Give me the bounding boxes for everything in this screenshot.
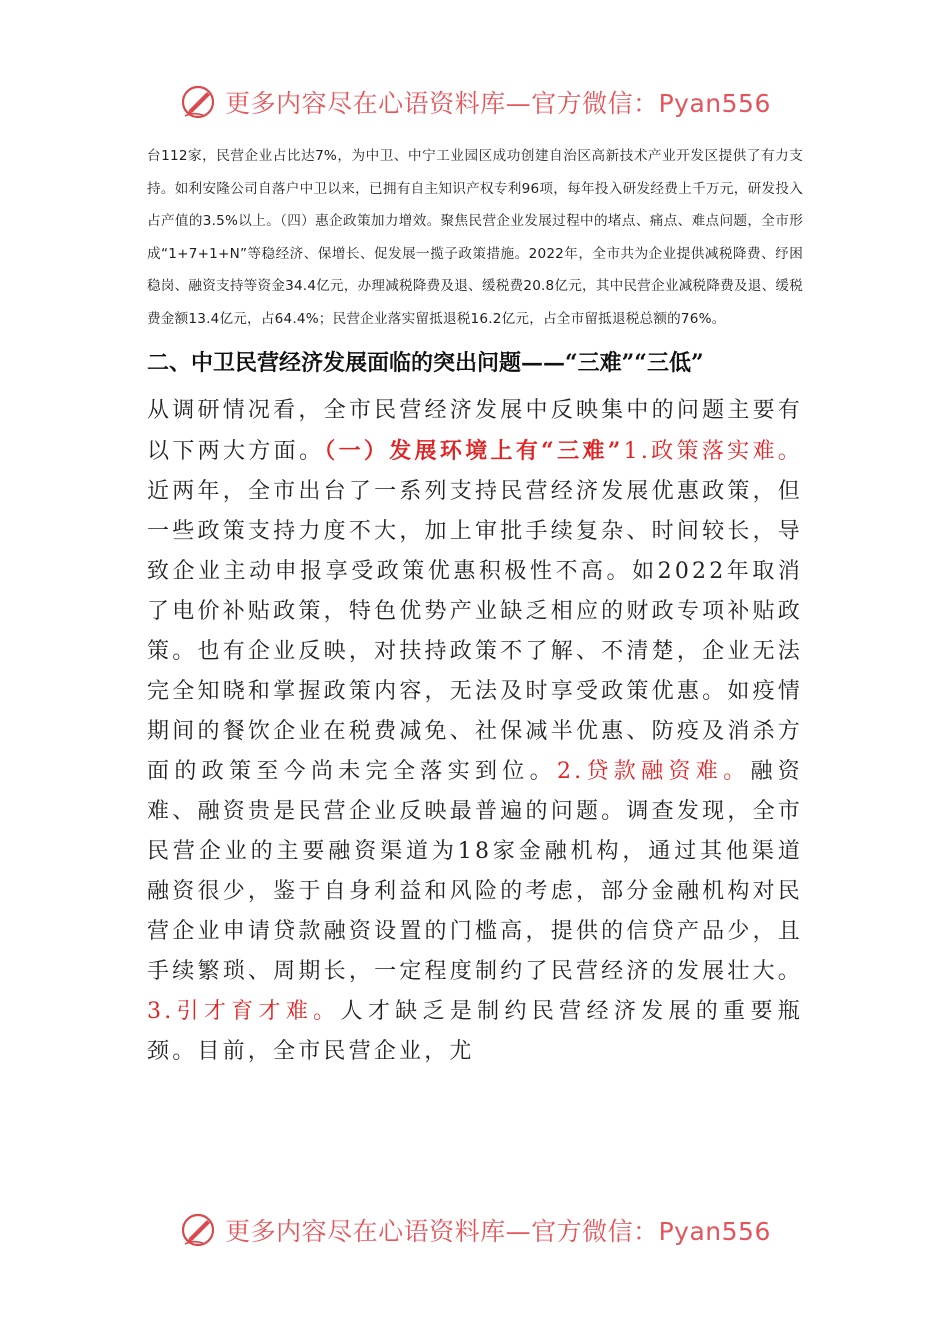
body-paragraph xyxy=(147,391,803,1072)
item-2-title: 2.贷款融资难。 xyxy=(556,759,751,784)
item-1-title: 1.政策落实难。 xyxy=(623,439,803,464)
item-2-text: 融资难、融资贵是民营企业反映最普遍的问题。调查发现，全市民营企业的主要融资渠道为18家金融机构，通过其他渠道融资很少，鉴于自身利益和风险的考虑，部分金融机构对民营企业申请贷款融资设置的门槛高，提供的信贷产品少，且手续繁琐、周期长，一定程度制约了民营经济的发展壮大。 xyxy=(147,759,803,984)
watermark-text: 更多内容尽在心语资料库—官方微信：Pyan556 xyxy=(225,89,771,118)
section-heading: 二、中卫民营经济发展面临的突出问题——“三难”“三低” xyxy=(147,350,704,376)
watermark-text: 更多内容尽在心语资料库—官方微信：Pyan556 xyxy=(225,1217,771,1246)
subheading-three-difficulties: （一）发展环境上有“三难” xyxy=(324,438,624,464)
pen-logo-icon xyxy=(179,82,219,122)
item-3-text: 人才缺乏是制约民营经济发展的重要瓶颈。目前，全市民营企业，尤 xyxy=(147,999,804,1064)
intro-paragraph: 台112家，民营企业占比达7%，为中卫、中宁工业园区成功创建自治区高新技术产业开发区提供了有力支持。如利安隆公司自落户中卫以来，已拥有自主知识产权专利96项，每年投入研发经费上千万元，研发投入占产值的3.5%以上。（四）惠企政策加力增效。聚焦民营企业发展过程中的堵点、痛点、难点问题，全市形成“1+7+1+N”等稳经济、保增长、促发展一揽子政策措施。2022年，全市共为企业提供减税降费、纾困稳岗、融资支持等资金34.4亿元，办理减税降费及退、缓税费20.8亿元，其中民营企业减税降费及退、缓税费金额13.4亿元，占64.4%；民营企业落实留抵退税16.2亿元，占全市留抵退税总额的76%。 xyxy=(147,148,803,327)
item-3-title: 3.引才育才难。 xyxy=(147,999,341,1024)
pen-logo-icon xyxy=(179,1210,219,1250)
item-1-text: 近两年，全市出台了一系列支持民营经济发展优惠政策，但一些政策支持力度不大，加上审批手续复杂、时间较长，导致企业主动申报享受政策优惠积极性不高。如2022年取消了电价补贴政策，特色优势产业缺乏相应的财政专项补贴政策。也有企业反映，对扶持政策不了解、不清楚，企业无法完全知晓和掌握政策内容，无法及时享受政策优惠。如疫情期间的餐饮企业在税费减免、社保减半优惠、防疫及消杀方面的政策至今尚未完全落实到位。 xyxy=(147,479,803,784)
document-page xyxy=(147,140,803,1072)
body-intro-text: 从调研情况看，全市民营经济发展中反映集中的问题主要有以下两大方面。 xyxy=(147,398,803,464)
watermark-banner-bottom xyxy=(0,1206,950,1254)
watermark-banner-top xyxy=(0,78,950,126)
